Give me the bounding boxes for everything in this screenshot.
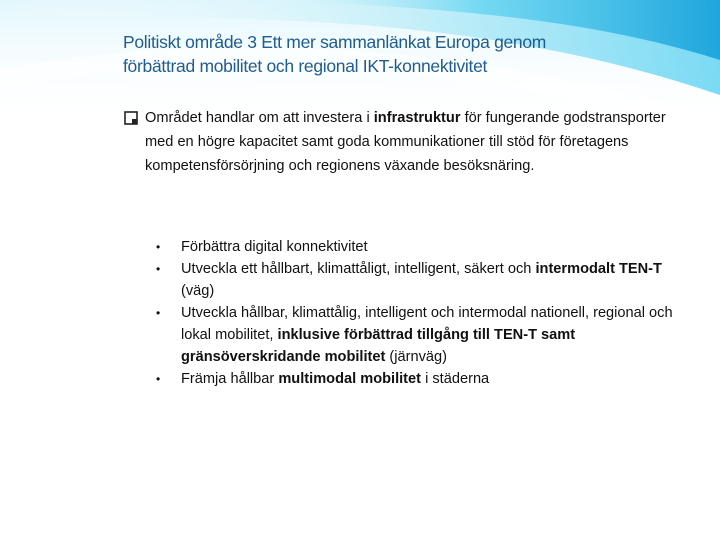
slide-title: [123, 30, 643, 78]
bullet-text-segment: (väg): [181, 283, 215, 299]
intro-text-part1: Området handlar om att investera i: [145, 110, 374, 126]
bullet-dot-icon: •: [156, 306, 161, 320]
intro-paragraph: [124, 107, 684, 178]
bullet-dot-icon: •: [156, 240, 161, 254]
bullet-list: [156, 236, 686, 390]
bullet-dot-icon: •: [156, 372, 161, 386]
bullet-text-segment: (järnväg): [385, 349, 448, 365]
checkbox-icon: [124, 111, 138, 125]
bullet-text-segment: multimodal mobilitet: [278, 371, 422, 387]
list-item: [156, 368, 686, 390]
bullet-text-segment: Utveckla ett hållbart, klimattåligt, intelligent, säkert och: [181, 261, 536, 277]
bullet-text-segment: inklusive förbättrad tillgång till TEN-T samt gränsöverskridande mobilitet: [181, 327, 576, 365]
title-line-2: förbättrad mobilitet och regional IKT-konnektivitet: [123, 56, 488, 76]
bullet-text-segment: Utveckla hållbar, klimattålig, intelligent och intermodal nationell, regional och lokal mobilitet,: [181, 305, 673, 343]
intro-text-part2: för fungerande godstransporter med en högre kapacitet samt goda kommunikationer till stöd för företagens kompetensförsörjning och regionens växande besöksnäring.: [145, 110, 666, 174]
list-item: [156, 236, 686, 258]
list-item: [156, 302, 686, 368]
bullet-dot-icon: •: [156, 262, 161, 276]
title-line-1: Politiskt område 3 Ett mer sammanlänkat Europa genom: [123, 32, 547, 52]
list-item: [156, 258, 686, 302]
bullet-text-segment: i städerna: [421, 371, 490, 387]
bullet-text-segment: intermodalt TEN-T: [535, 261, 662, 277]
bullet-text-segment: Förbättra digital konnektivitet: [181, 239, 368, 255]
bullet-text-segment: Främja hållbar: [181, 371, 279, 387]
intro-text-bold: infrastruktur: [373, 110, 461, 126]
